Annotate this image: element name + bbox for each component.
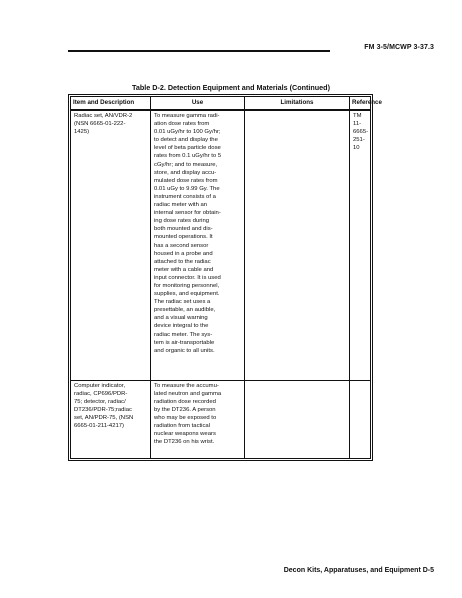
page-footer: Decon Kits, Apparatuses, and Equipment D-5 [283,567,434,574]
table-row [71,380,371,459]
table-row [71,110,371,380]
limitations-cell [245,110,350,380]
use-cell: To measure the accumu- lated neutron and gamma radiation dose recorded by the DT236. A person who may be exposed to radiation from tactical nuclear weapons wears the DT236 on his wrist. [151,380,245,459]
reference-cell [350,380,371,459]
column-header-item: Item and Description [71,97,151,111]
header-rule [68,50,330,52]
reference-cell: TM 11-6665-251-10 [350,110,371,380]
item-cell: Radiac set, AN/VDR-2 (NSN 6665-01-222- 1425) [71,110,151,380]
detection-equipment-table [70,96,382,459]
use-cell: To measure gamma radi- ation dose rates from 0.01 uGy/hr to 100 Gy/hr; to detect and display the level of beta particle dose rates from 0.1 uGy/hr to 5 cGy/hr; and to measure, store, and display accu- mulated dose rates from 0.01 uGy to 9.99 Gy. The instrument consists of a radiac meter with an internal sensor for obtain- ing dose rates during both mounted and dis- mounted operations. It has a second sensor housed in a probe and attached to the radiac meter with a cable and input connector. It is used for monitoring personnel, supplies, and equipment. The radiac set uses a presettable, an audible, and a visual warning device integral to the radiac meter. The sys- tem is air-transportable and organic to all units. [151,110,245,380]
item-cell: Computer indicator, radiac, CP696/PDR- 75; detector, radiac/ DT236/PDR-75;radiac set, AN/PDR-75, (NSN 6665-01-211-4217) [71,380,151,459]
table-header-row [71,97,371,111]
column-header-limitations: Limitations [245,97,350,111]
column-header-use: Use [151,97,245,111]
document-id: FM 3-5/MCWP 3-37.3 [364,44,434,51]
table-frame [68,94,382,461]
limitations-cell [245,380,350,459]
column-header-reference: Reference [350,97,371,111]
table-title: Table D-2. Detection Equipment and Materials (Continued) [132,83,330,92]
